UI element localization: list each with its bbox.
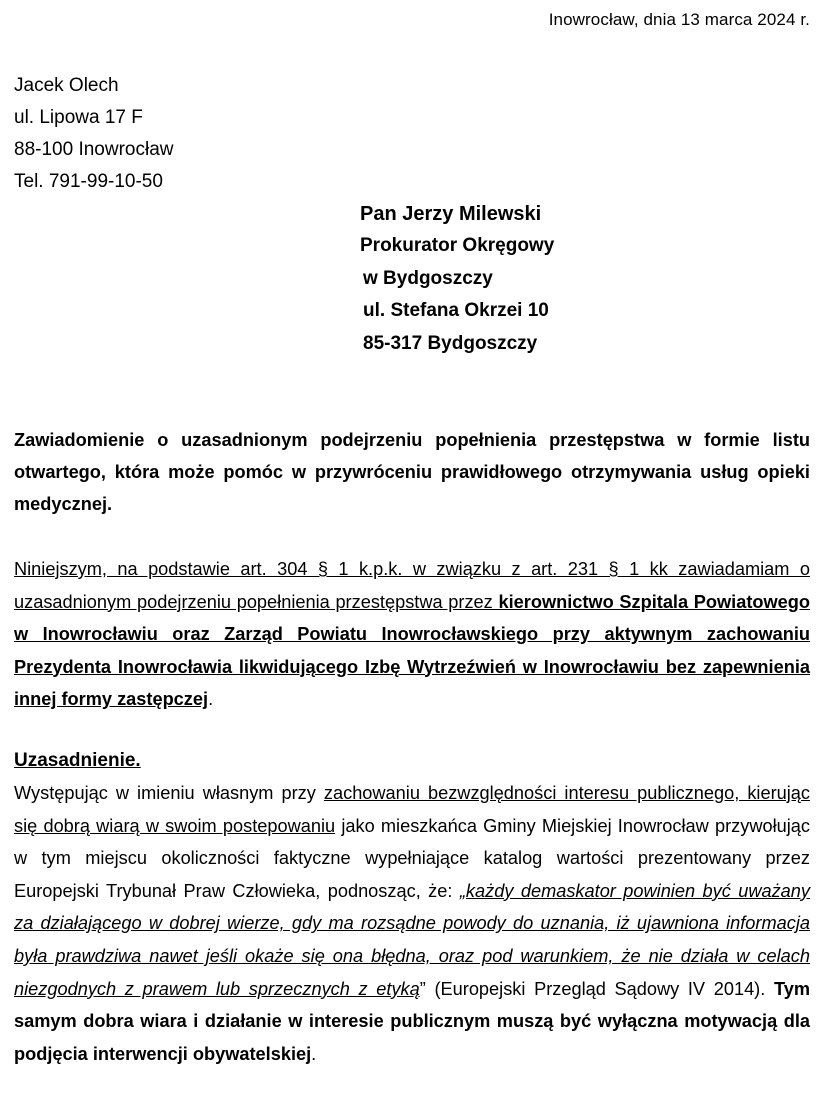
letter-subject: Zawiadomienie o uzasadnionym podejrzeniu popełnienia przestępstwa w formie listu otwartego, która może pomóc w przywróceniu prawidłowego otrzymywania usług opieki medycznej. — [14, 430, 810, 514]
recipient-title: Prokurator Okręgowy — [360, 235, 555, 256]
recipient-name: Pan Jerzy Milewski — [360, 203, 542, 225]
justification-heading: Uzasadnienie. — [14, 750, 141, 771]
justification-end: . — [311, 1043, 317, 1064]
sender-address-block — [14, 70, 173, 198]
place-and-date: Inowrocław, dnia 13 marca 2024 r. — [548, 10, 810, 29]
quote-citation: ” (Europejski Przegląd Sądowy IV 2014). — [419, 978, 774, 999]
accused-parties: kierownictwo Szpitala Powiatowego w Inowrocławiu oraz Zarząd Powiatu Inowrocławskiego przy aktywnym zachowaniu Prezydenta Inowrocławia likwidującego Izbę Wytrzeźwień w Inowrocławiu bez zapewnienia innej formy zastępczej — [14, 591, 810, 709]
recipient-address-block — [360, 198, 554, 360]
intro-text: Niniejszym, na podstawie art. 304 § 1 k.p.k. w związku z art. 231 § 1 kk zawiadamiam o uzasadnionym podejrzeniu popełnienia przestępstwa przez — [14, 559, 810, 612]
sender-city: 88-100 Inowrocław — [14, 139, 174, 160]
justification-paragraph — [14, 777, 810, 1070]
justification-text-2: jako mieszkańca Gminy Miejskiej Inowrocław przywołując w tym miejscu okoliczności faktyczne wypełniające katalog wartości prezentowany przez Europejski Trybunał Praw Człowieka, podnosząc, że: — [14, 815, 810, 901]
echr-quote: „każdy demaskator powinien być uważany za działającego w dobrej wierze, gdy ma rozsądne powody do uznania, iż ujawniona informacja była prawdziwa nawet jeśli okaże się ona błędna, oraz pod warunkiem, że nie działa w celach niezgodnych z prawem lub sprzecznych z etyką — [14, 880, 811, 999]
sender-phone: Tel. 791-99-10-50 — [14, 171, 163, 192]
intro-paragraph — [14, 553, 810, 716]
recipient-office: w Bydgoszczy — [363, 267, 493, 289]
justification-conclusion: Tym samym dobra wiara i działanie w interesie publicznym muszą być wyłączna motywacją dla podjęcia interwencji obywatelskiej — [14, 978, 810, 1064]
sender-name: Jacek Olech — [14, 75, 119, 96]
recipient-street: ul. Stefana Okrzei 10 — [363, 300, 549, 321]
justification-text-1: Występując w imieniu własnym przy — [14, 783, 324, 803]
sender-street: ul. Lipowa 17 F — [14, 107, 143, 128]
intro-end: . — [208, 689, 214, 709]
justification-underlined: zachowaniu bezwzględności interesu publicznego, kierując się dobrą wiarą w swoim postepowaniu — [14, 783, 810, 836]
recipient-city: 85-317 Bydgoszczy — [363, 332, 538, 354]
